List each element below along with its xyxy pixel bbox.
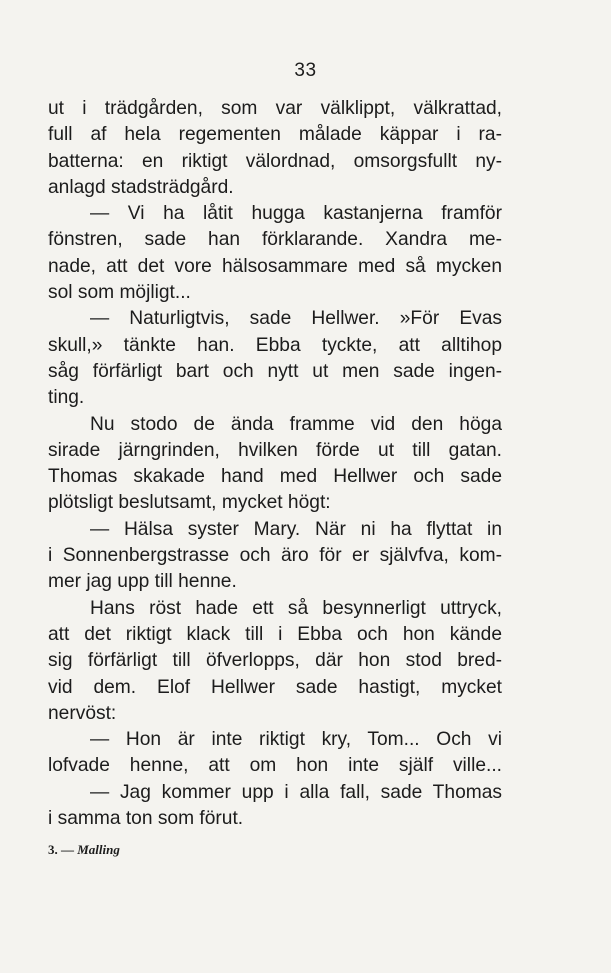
text-line: anlagd stadsträdgård. <box>48 176 234 198</box>
text-line: sol som möjligt... <box>48 282 191 304</box>
text-line: Nu stodo de ända framme vid den höga <box>90 413 502 435</box>
text-line: batterna: en riktigt välordnad, omsorgsfullt ny- <box>48 150 502 172</box>
text-line: ut i trädgården, som var välklippt, välkrattad, <box>48 98 502 119</box>
text-line: sirade järngrinden, hvilken förde ut till gatan. <box>48 439 502 461</box>
text-line: att det riktigt klack till i Ebba och hon kände <box>48 623 502 645</box>
text-line: Thomas skakade hand med Hellwer och sade <box>48 466 502 488</box>
text-line: — Naturligtvis, sade Hellwer. »För Evas <box>90 308 502 330</box>
text-line: sig förfärligt till öfverlopps, där hon stod bred- <box>48 650 502 672</box>
text-line: Hans röst hade ett så besynnerligt uttryck, <box>90 597 502 619</box>
page-number: 33 <box>294 60 317 81</box>
body-text <box>48 96 502 832</box>
text-line: vid dem. Elof Hellwer sade hastigt, mycket <box>48 676 502 698</box>
text-line: mer jag upp till henne. <box>48 571 237 593</box>
text-line: — Hon är inte riktigt kry, Tom... Och vi <box>90 729 502 751</box>
text-line: full af hela regementen målade käppar i ra- <box>48 124 502 146</box>
text-line: skull,» tänkte han. Ebba tyckte, att alltihop <box>48 334 502 356</box>
signature-mark <box>48 842 120 858</box>
text-line: lofvade henne, att om hon inte själf ville... <box>48 755 502 777</box>
text-line: — Jag kommer upp i alla fall, sade Thomas <box>90 781 502 803</box>
text-line: i Sonnenbergstrasse och äro för er självfva, kom- <box>48 545 502 567</box>
text-line: — Hälsa syster Mary. När ni ha flyttat in <box>90 518 502 540</box>
signature-name: Malling <box>77 842 120 857</box>
signature-number: 3. <box>48 842 58 857</box>
text-line: ting. <box>48 387 85 409</box>
text-line: plötsligt beslutsamt, mycket högt: <box>48 492 331 514</box>
text-line: såg förfärligt bart och nytt ut men sade ingen- <box>48 360 502 382</box>
text-line: nervöst: <box>48 702 117 724</box>
signature-dash: — <box>61 842 74 857</box>
text-line: fönstren, sade han förklarande. Xandra me- <box>48 229 502 251</box>
text-line: nade, att det vore hälsosammare med så mycken <box>48 255 502 277</box>
text-line: i samma ton som förut. <box>48 808 244 830</box>
text-line: — Vi ha låtit hugga kastanjerna framför <box>90 203 502 225</box>
